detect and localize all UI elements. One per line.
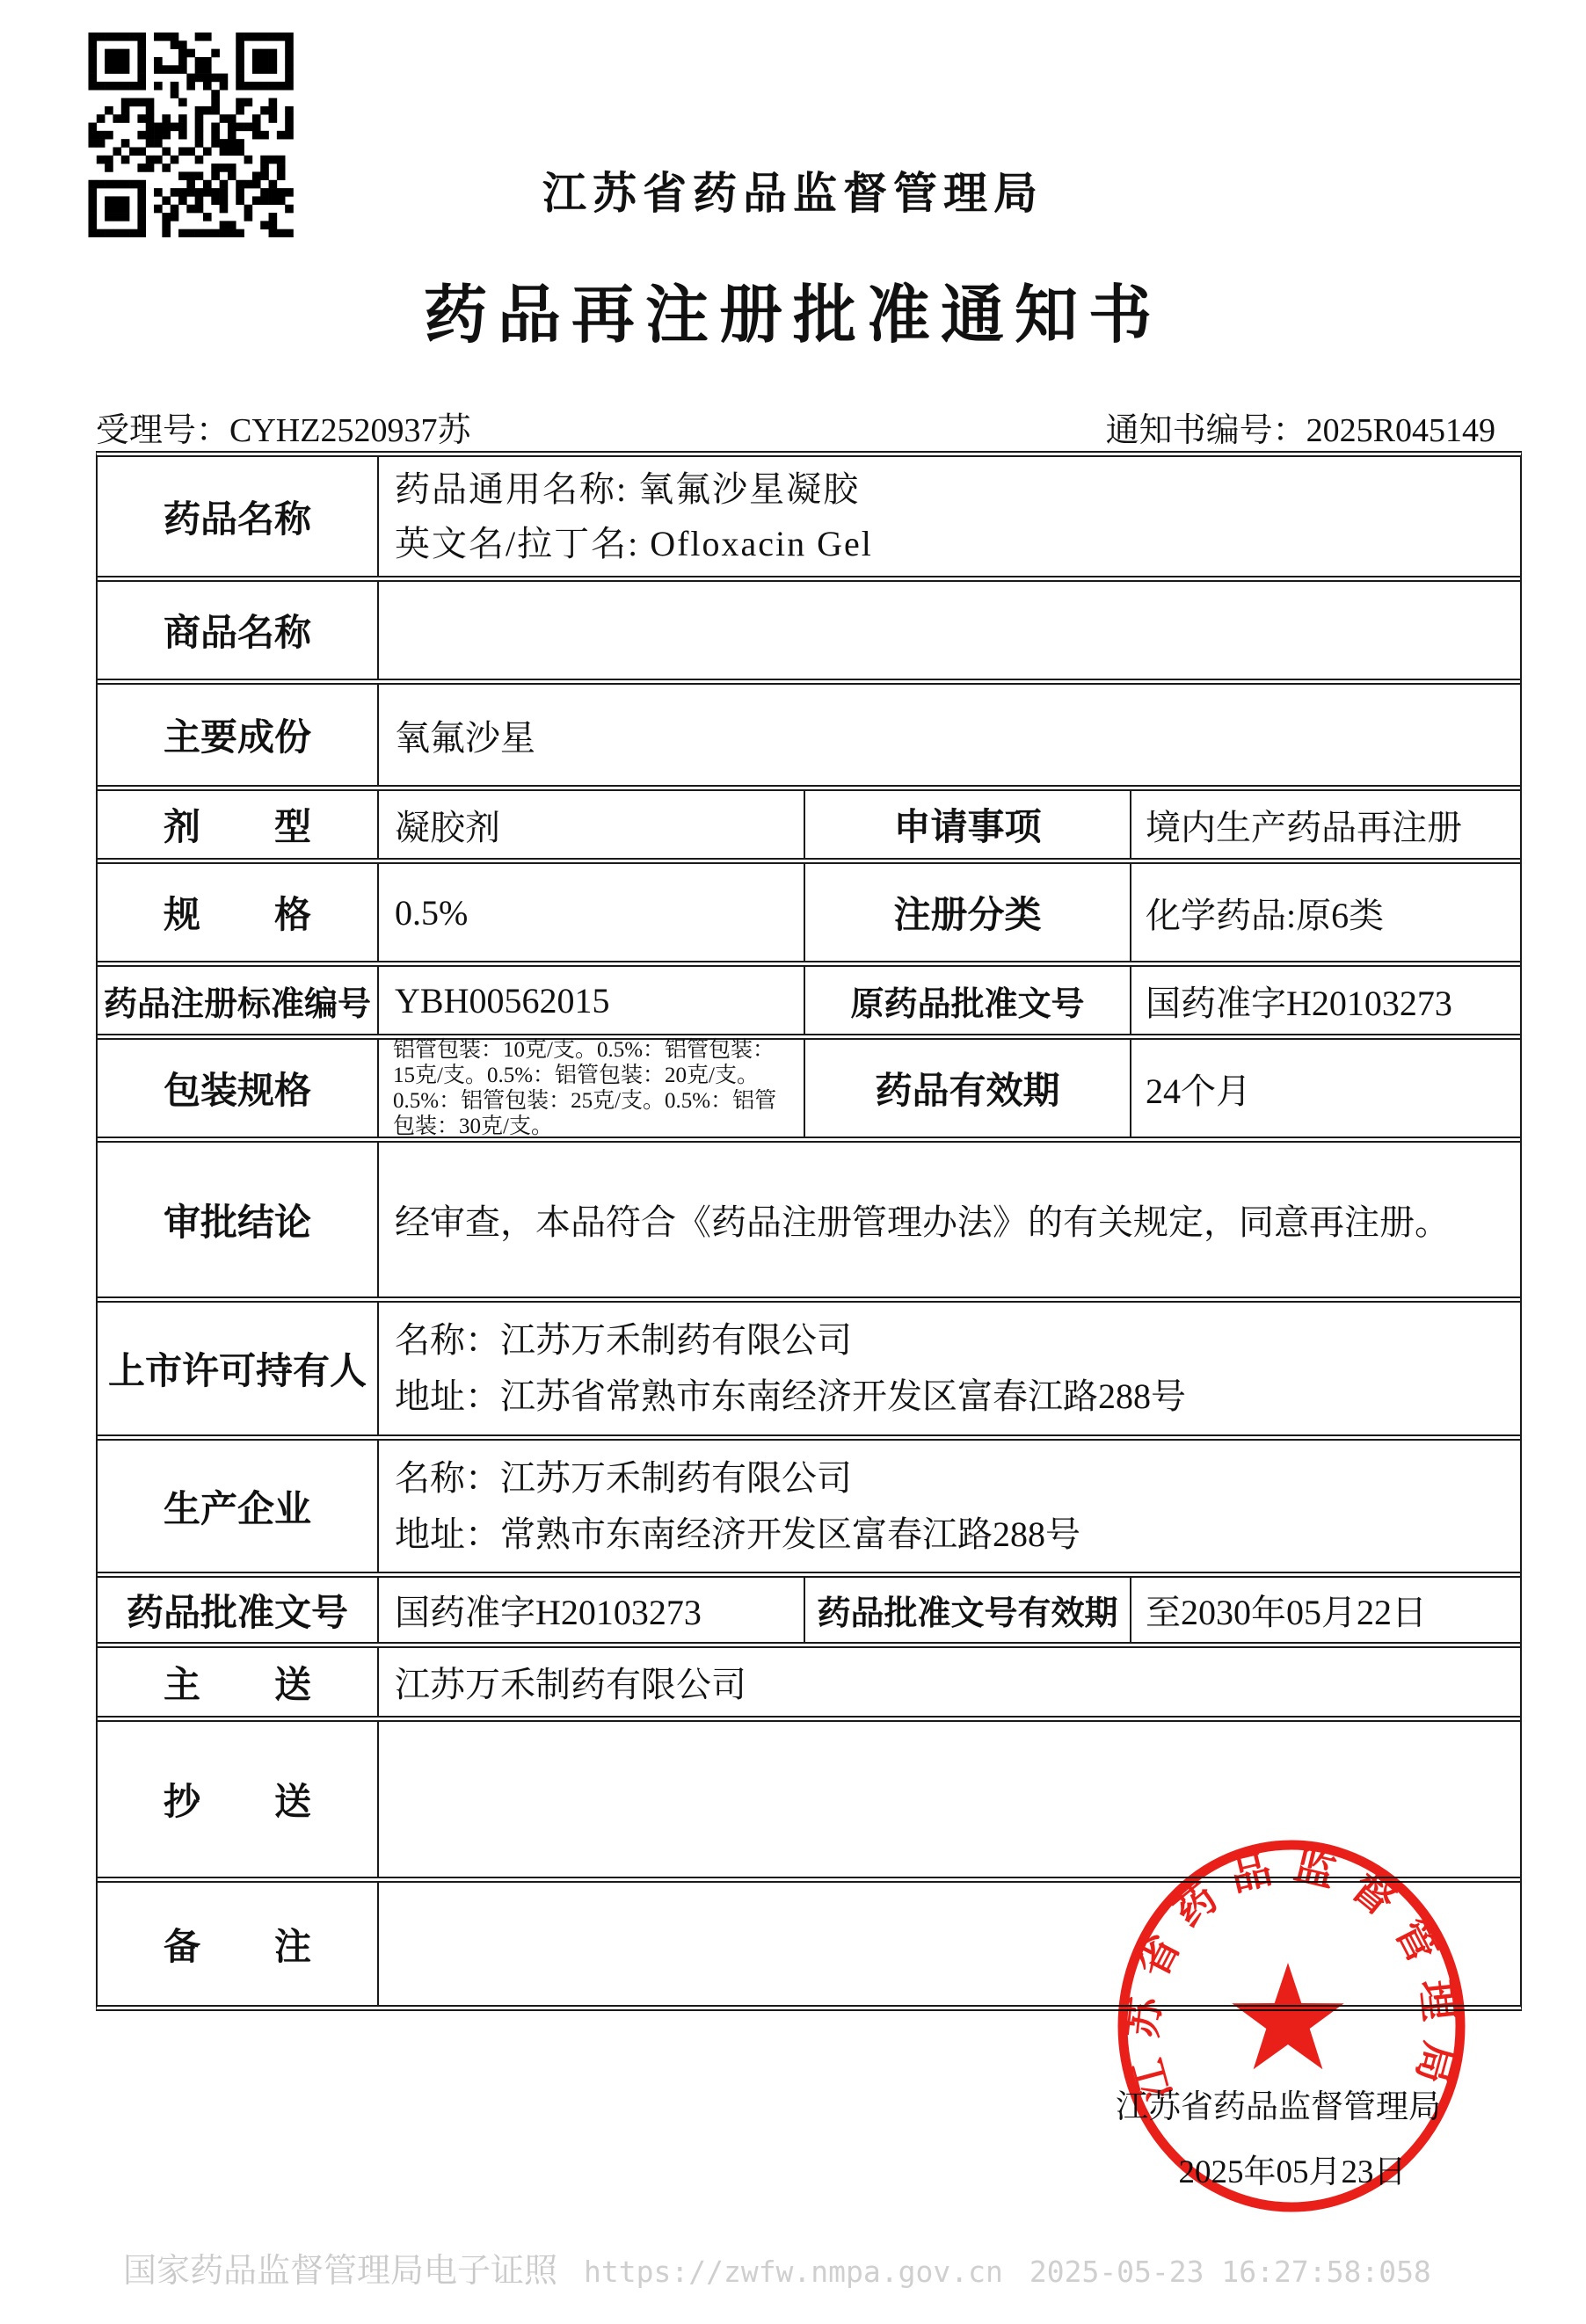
row-value: 0.5% xyxy=(377,864,804,961)
row-label: 抄 送 xyxy=(163,1783,311,1823)
row-value xyxy=(377,1441,1520,1572)
table-row-manufacturer xyxy=(98,1441,1520,1578)
footer-timestamp: 2025-05-23 16:27:58:058 xyxy=(1029,2255,1431,2289)
row-label-2: 药品有效期 xyxy=(804,1040,1130,1137)
row-value: 氧氟沙星 xyxy=(377,685,1520,785)
row-value: 经审查，本品符合《药品注册管理办法》的有关规定，同意再注册。 xyxy=(377,1143,1520,1296)
holder-address: 地址：江苏省常熟市东南经济开发区富春江路288号 xyxy=(395,1376,1186,1416)
row-label: 包装规格 xyxy=(163,1071,311,1112)
signature-authority: 江苏省药品监督管理局 xyxy=(1116,2089,1441,2125)
footer-url: https://zwfw.nmpa.gov.cn xyxy=(584,2255,1003,2289)
row-value-2: 境内生产药品再注册 xyxy=(1130,791,1520,858)
holder-name: 名称：江苏万禾制药有限公司 xyxy=(395,1320,852,1360)
table-row-main-send xyxy=(98,1648,1520,1722)
table-row-package-spec xyxy=(98,1040,1520,1143)
row-label: 剂 型 xyxy=(163,808,311,848)
row-value: 国药准字H20103273 xyxy=(377,1578,804,1642)
footer-cert-label: 国家药品监督管理局电子证照 xyxy=(123,2253,558,2290)
table-row-dosage-form xyxy=(98,791,1520,864)
row-value xyxy=(377,582,1520,679)
row-value: YBH00562015 xyxy=(377,967,804,1034)
row-label-2: 申请事项 xyxy=(804,791,1130,858)
row-label: 药品批准文号 xyxy=(126,1593,348,1634)
row-value-2: 国药准字H20103273 xyxy=(1130,967,1520,1034)
manufacturer-name: 名称：江苏万禾制药有限公司 xyxy=(395,1457,852,1498)
row-label-2: 原药品批准文号 xyxy=(804,967,1130,1034)
document-title: 药品再注册批准通知书 xyxy=(423,280,1162,351)
authority-title: 江苏省药品监督管理局 xyxy=(542,169,1044,218)
table-row-trade-name xyxy=(98,582,1520,685)
row-value xyxy=(377,1303,1520,1434)
row-label-2: 药品批准文号有效期 xyxy=(804,1578,1130,1642)
official-seal xyxy=(1112,1834,1471,2218)
acceptance-number: 受理号：CYHZ2520937苏 xyxy=(96,412,471,449)
row-label: 主 送 xyxy=(163,1665,311,1706)
row-value: 江苏万禾制药有限公司 xyxy=(377,1648,1520,1716)
manufacturer-address: 地址：常熟市东南经济开发区富春江路288号 xyxy=(395,1514,1080,1554)
row-value-2: 24个月 xyxy=(1130,1040,1520,1137)
row-label: 审批结论 xyxy=(163,1202,311,1244)
row-label: 商品名称 xyxy=(163,614,311,654)
english-name: 英文名/拉丁名: Ofloxacin Gel xyxy=(395,523,873,563)
table-row-conclusion xyxy=(98,1143,1520,1303)
footer-certificate-line xyxy=(123,2243,1431,2291)
row-value xyxy=(377,457,1520,576)
table-row-strength xyxy=(98,864,1520,967)
reference-row xyxy=(96,403,1495,451)
table-row-standard-number xyxy=(98,967,1520,1040)
signature-date: 2025年05月23日 xyxy=(1178,2154,1407,2190)
seal-star-icon xyxy=(1232,1963,1343,2069)
table-row-license-holder xyxy=(98,1303,1520,1441)
row-label: 主要成份 xyxy=(163,718,311,759)
generic-name: 药品通用名称: 氧氟沙星凝胶 xyxy=(395,468,861,509)
row-value-2: 至2030年05月22日 xyxy=(1130,1578,1520,1642)
row-value: 铝管包装：10克/支。0.5%：铝管包装：15克/支。0.5%：铝管包装：20克/支。0.5%：铝管包装：25克/支。0.5%：铝管包装：30克/支。 xyxy=(377,1040,804,1137)
notice-number: 通知书编号：2025R045149 xyxy=(1105,412,1495,449)
row-label: 药品注册标准编号 xyxy=(103,985,371,1023)
table-row-main-ingredient xyxy=(98,685,1520,791)
row-label: 规 格 xyxy=(163,896,311,936)
row-label: 生产企业 xyxy=(163,1489,311,1530)
table-row-drug-name xyxy=(98,457,1520,582)
seal-ring-text: 江苏省药品监督管理局 xyxy=(1119,1841,1464,2106)
row-value-2: 化学药品:原6类 xyxy=(1130,864,1520,961)
row-label: 上市许可持有人 xyxy=(107,1352,367,1392)
row-label: 备 注 xyxy=(163,1927,311,1968)
approval-table xyxy=(96,451,1522,2011)
table-row-approval-number xyxy=(98,1578,1520,1648)
row-label-2: 注册分类 xyxy=(804,864,1130,961)
row-label: 药品名称 xyxy=(163,499,311,541)
row-value: 凝胶剂 xyxy=(377,791,804,858)
